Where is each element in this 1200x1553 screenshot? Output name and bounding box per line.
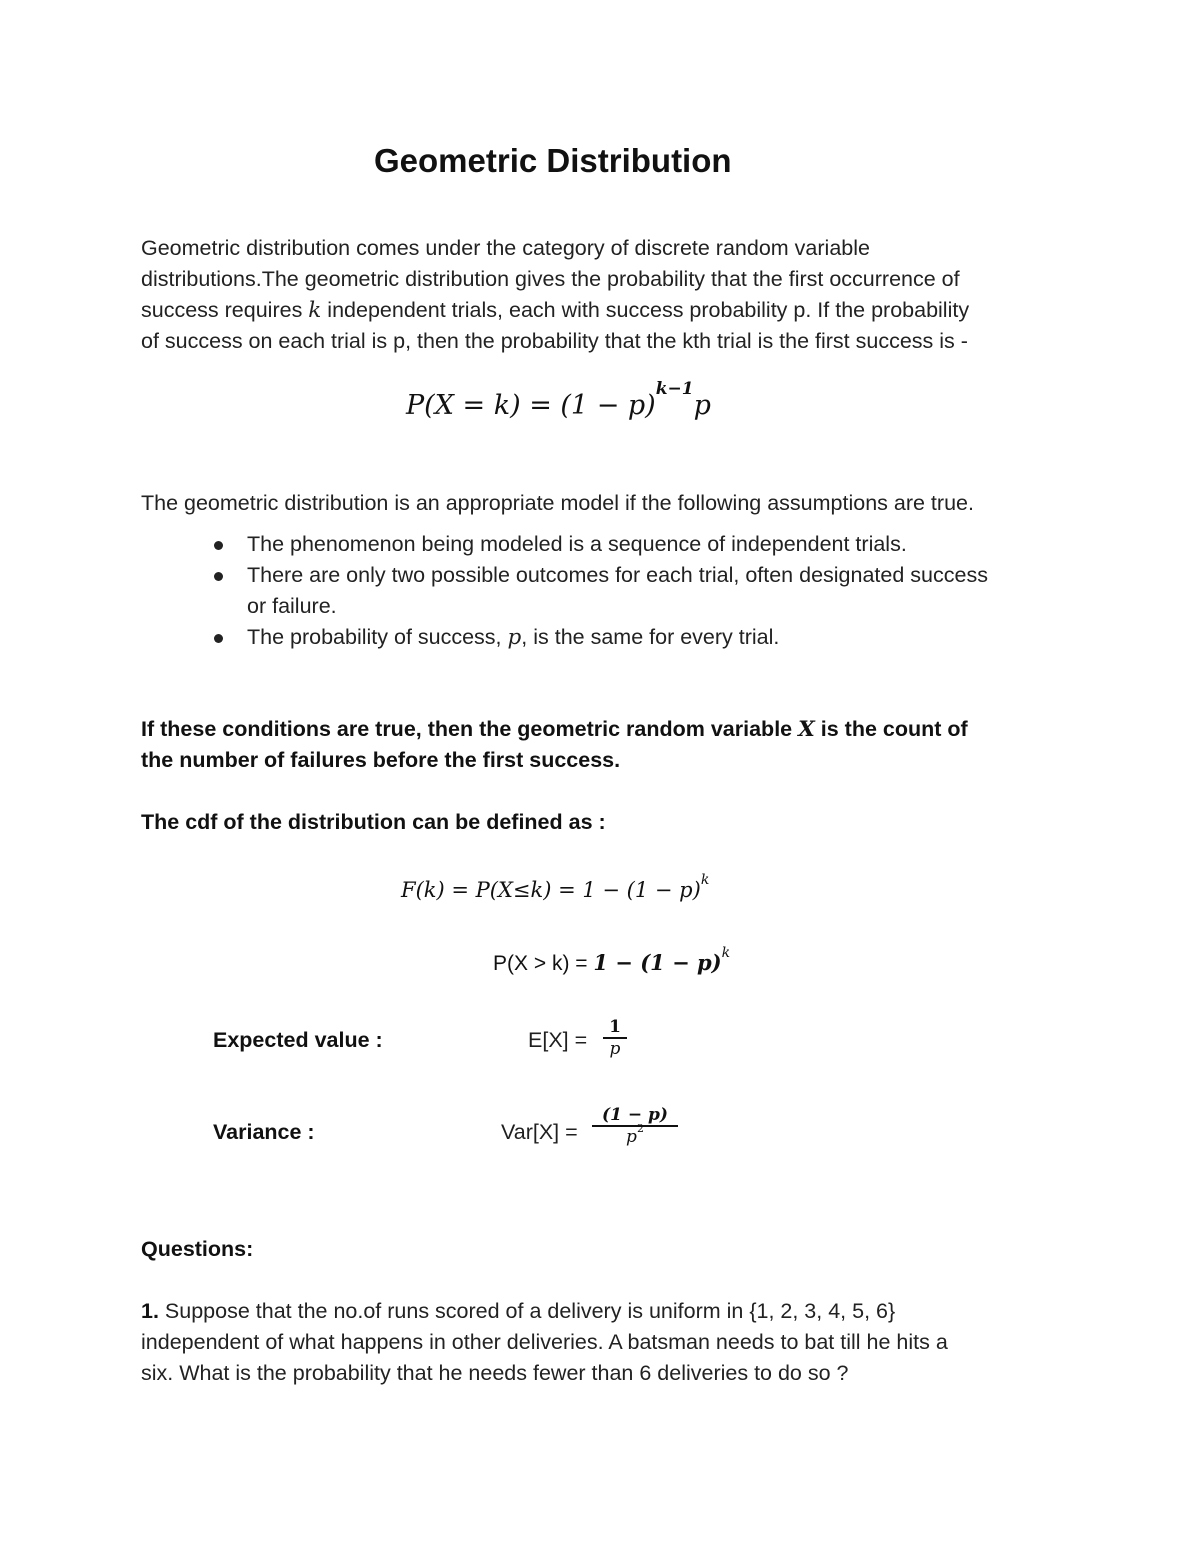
survival-exponent: k	[721, 945, 731, 961]
survival-formula: $P(X > k) = 1 - (1 - p)^k$	[493, 945, 731, 975]
intro-line-1: Geometric distribution comes under the category of discrete random variable	[141, 236, 870, 260]
questions-heading: Questions:	[141, 1237, 254, 1261]
pmf-formula	[406, 379, 711, 421]
list-item: The phenomenon being modeled is a sequence of independent trials.	[141, 529, 1071, 560]
intro-line-2: distributions.The geometric distribution gives the probability that the first occurrence of	[141, 267, 960, 291]
list-item: The probability of success, p, is the same for every trial.	[141, 622, 1071, 653]
assumptions-list	[141, 529, 1071, 653]
variance-prefix: Var[X] =	[501, 1120, 578, 1144]
expected-prefix: E[X] =	[528, 1028, 588, 1052]
bullet-icon	[214, 634, 223, 643]
var-x: X	[798, 717, 815, 742]
bullet-icon	[214, 572, 223, 581]
intro-line-4: of success on each trial is p, then the probability that the kth trial is the first success is -	[141, 329, 968, 353]
cdf-exponent: k	[700, 872, 710, 888]
question-1: 1. Suppose that the no.of runs scored of a delivery is uniform in {1, 2, 3, 4, 5, 6} independent of what happens in other deliveries. A batsman needs to bat till he hits a six. What is the probability that he needs fewer than 6 deliveries to do so ?	[141, 1299, 948, 1385]
condition-paragraph: If these conditions are true, then the geometric random variable X is the count of the number of failures before the first success.	[141, 717, 968, 772]
cdf-heading: The cdf of the distribution can be defined as :	[141, 810, 606, 834]
bullet-icon	[214, 541, 223, 550]
cdf-formula: $F(k) = P(X\le k) = 1 - (1 - p)^k$	[401, 872, 710, 902]
expected-label: Expected value :	[213, 1028, 383, 1052]
intro-line-3: success requires k independent trials, each with success probability p. If the probability	[141, 298, 970, 323]
pmf-lhs: P(X = k) = (1 − p)	[406, 390, 656, 421]
var-k: k	[308, 298, 322, 323]
intro-paragraph	[141, 233, 1071, 357]
expected-fraction: 1 p	[603, 1017, 627, 1059]
pmf-rhs: p	[693, 390, 711, 421]
pmf-exponent: k−1	[655, 379, 694, 399]
variance-label: Variance :	[213, 1120, 315, 1144]
assumptions-intro: The geometric distribution is an appropriate model if the following assumptions are true.	[141, 491, 974, 515]
variance-fraction: (1 − p) $p^2$	[592, 1105, 678, 1149]
page-title: Geometric Distribution	[374, 142, 732, 179]
list-item: There are only two possible outcomes for each trial, often designated success or failure.	[141, 560, 1071, 622]
var-p: p	[507, 625, 522, 650]
